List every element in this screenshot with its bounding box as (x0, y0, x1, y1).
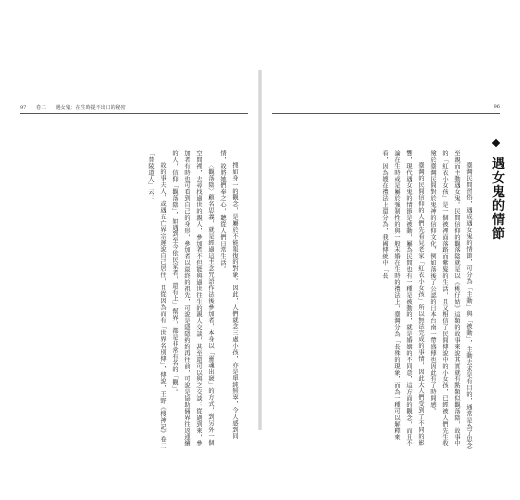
left-page-header (20, 104, 126, 111)
left-paragraph-2: 〈觀落陰〉顧名思義，就是經過這主念咒語作法後參加者，本身以「靈魂出竅」的方式，到另外一個空間裡，去尋找過世的親人，參加者不但能與過世往生的親人交談，甚至還可以與之交談：從過到來，參加者有時也可看到自己的身形，參加者以最終的祖先，可說是隱隱約約再往前，可說是協助倆界往返連續的人，信仰「觀落陰」，如遇到至今依民家者，還有上」幫界，都是非常有名的「觀」。 (171, 150, 214, 447)
right-page (262, 0, 520, 500)
section-title: 遇女鬼的情節 (489, 156, 504, 241)
left-page-body (30, 150, 240, 450)
left-paragraph-3: 故的事夫人，或遇五亡界宗遲說自己居住，且從因為而有「世界名別傳」，傳說，王野《搜神記》卷二「普陵道人」云： (147, 150, 166, 450)
right-page-body (314, 150, 474, 450)
chapter-label: 卷二 (35, 105, 46, 111)
diamond-bullet-icon (492, 139, 500, 147)
section-heading (487, 140, 506, 241)
chapter-title: 遇女鬼：在生時提不出口的秘密 (55, 105, 126, 111)
right-paragraph-1: 臺灣民間習俗，遇成遇女鬼的情節，可分為「主動」與「被動」，主動去求是有目的，通常是為了思念至親而主動遇女鬼。民間信仰的觀落陰就是以《桃仔姑》這類的故事來說其實就有點類似觀落陰，故事中的「紅衣小女孩」是一個被裡面落路而紫髮的生活，且又相信了民間傳說中的小女孩，已經被人們先生收殮於臺灣民間對於鬼神的信仰文化，例如落後了公認的日本台南一帶盛傳也因此有了時間感。 (429, 150, 472, 450)
right-paragraph-2: 臺灣的民間信仰的人們先看見老家「紅衣小女孩」所以無法完成的事情，因此大人們受到了不同的影響，現代遇女鬼的情節是被動，屬為民間也有一種是被動的，就是婚姻的不同意，這方面的觀念，而且不論在生時或是屬於強制性的與一般未婚在生時的禮法上，臺灣分為「長殊的現象，而為一種可以解釋來看，因為嫂在禮法上還分為，我國傳統中「長 (381, 150, 424, 447)
left-page-number: 97 (20, 105, 27, 111)
left-paragraph-1: 搜如身一的觀念，是屬於不能報復的對象。因此，人們就念三處小孩，亦是單純無辜，令人感到同情，故將她們奉之心，聽從人們日常生活。 (219, 150, 238, 440)
right-page-number: 96 (493, 104, 500, 110)
right-page-header (494, 104, 500, 110)
right-header-rule (272, 113, 500, 114)
left-header-rule (20, 113, 248, 114)
left-page (0, 0, 258, 500)
